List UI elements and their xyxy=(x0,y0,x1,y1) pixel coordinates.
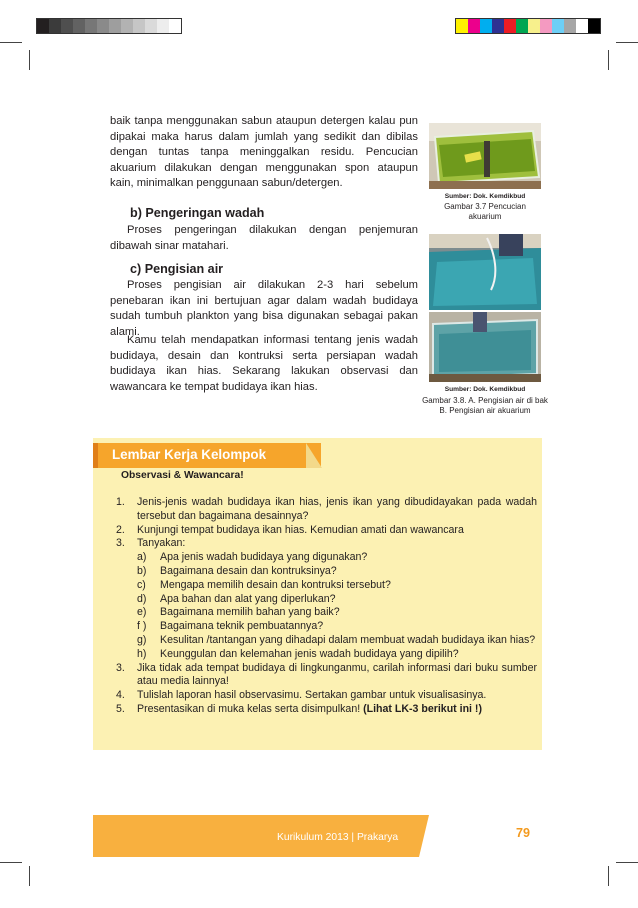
list-item: 3. Tanyakan: xyxy=(116,537,186,550)
list-item: 4. Tulislah laporan hasil observasimu. Sertakan gambar untuk visualisasinya. xyxy=(116,689,487,702)
crop-mark xyxy=(29,866,30,886)
photo-filling-aquarium xyxy=(429,312,541,382)
worksheet-list xyxy=(112,496,537,717)
crop-mark xyxy=(29,50,30,70)
paragraph-washing: baik tanpa menggunakan sabun ataupun detergen kalau pun dipakai maka harus dalam jumlah yang sedikit dan dibilas dengan tuntas tanpa meninggalkan residu. Pencucian akuarium dilakukan dengan menggunakan spon ataupun kain, minimalkan penggunaan sabun/detergen. xyxy=(110,115,418,190)
crop-mark xyxy=(616,42,638,43)
worksheet-subtitle: Observasi & Wawancara! xyxy=(121,470,244,481)
list-subitem: f ) Bagaimana teknik pembuatannya? xyxy=(137,620,324,633)
list-item: 5. Presentasikan di muka kelas serta disimpulkan! (Lihat LK-3 berikut ini !) xyxy=(116,702,482,715)
color-calibration-bar xyxy=(455,18,601,34)
worksheet-title: Lembar Kerja Kelompok xyxy=(112,447,267,462)
list-subitem: d) Apa bahan dan alat yang diperlukan? xyxy=(137,592,336,605)
list-subitem: h) Keunggulan dan kelemahan jenis wadah budidaya yang dipilih? xyxy=(137,647,459,660)
crop-mark xyxy=(0,862,22,863)
lk3-reference: (Lihat LK-3 berikut ini !) xyxy=(363,702,482,715)
figure-source: Sumber: Dok. Kemdikbud xyxy=(444,193,526,200)
list-subitem: c) Mengapa memilih desain dan kontruksi tersebut? xyxy=(137,578,391,591)
paragraph-filling: Proses pengisian air dilakukan 2-3 hari sebelum penebaran ikan ini bertujuan agar dalam wadah budidaya sudah tumbuh plankton yang bisa digunakan sebagai pakan alami. xyxy=(110,279,418,338)
list-subitem: g) Kesulitan /tantangan yang dihadapi dalam membuat wadah budidaya ikan hias? xyxy=(137,633,536,646)
paragraph-conclusion: Kamu telah mendapatkan informasi tentang jenis wadah budidaya, desain dan kontruksi serta persiapan wadah budidaya ikan hias. Sekarang lakukan observasi dan wawancara ke tempat budidaya ikan hias. xyxy=(110,334,418,393)
heading-drying: b) Pengeringan wadah xyxy=(130,206,265,220)
page-number: 79 xyxy=(516,826,531,840)
photo-filling-tank xyxy=(429,234,541,310)
list-subitem: e) Bagaimana memilih bahan yang baik? xyxy=(137,606,340,619)
figure-source: Sumber: Dok. Kemdikbud xyxy=(444,386,526,393)
figure-caption: Gambar 3.8. A. Pengisian air di bak B. Pengisian air akuarium xyxy=(422,396,548,415)
list-subitem: b) Bagaimana desain dan kontruksinya? xyxy=(137,564,337,577)
paragraph-drying: Proses pengeringan dilakukan dengan penjemuran dibawah sinar matahari. xyxy=(110,224,418,252)
list-item: 3. Jika tidak ada tempat budidaya di lingkunganmu, carilah informasi dari buku sumber atau media lainnya! xyxy=(116,661,537,688)
heading-filling: c) Pengisian air xyxy=(130,262,224,276)
photo-aquarium-washing xyxy=(429,123,541,189)
figure-caption: Gambar 3.7 Pencucian akuarium xyxy=(444,202,526,221)
crop-mark xyxy=(0,42,22,43)
crop-mark xyxy=(616,862,638,863)
grey-scale-bar xyxy=(36,18,182,34)
list-subitem: a) Apa jenis wadah budidaya yang digunakan? xyxy=(137,551,368,564)
footer-text: Kurikulum 2013 | Prakarya xyxy=(277,832,399,843)
crop-mark xyxy=(608,50,609,70)
list-item: 1. Jenis-jenis wadah budidaya ikan hias, jenis ikan yang dibudidayakan pada wadah tersebut dan bagaimana desainnya? xyxy=(116,496,537,522)
crop-mark xyxy=(608,866,609,886)
tab-corner-fold xyxy=(306,443,322,468)
worksheet-tab-edge xyxy=(93,443,98,468)
list-item: 2. Kunjungi tempat budidaya ikan hias. Kemudian amati dan wawancara xyxy=(116,523,464,536)
